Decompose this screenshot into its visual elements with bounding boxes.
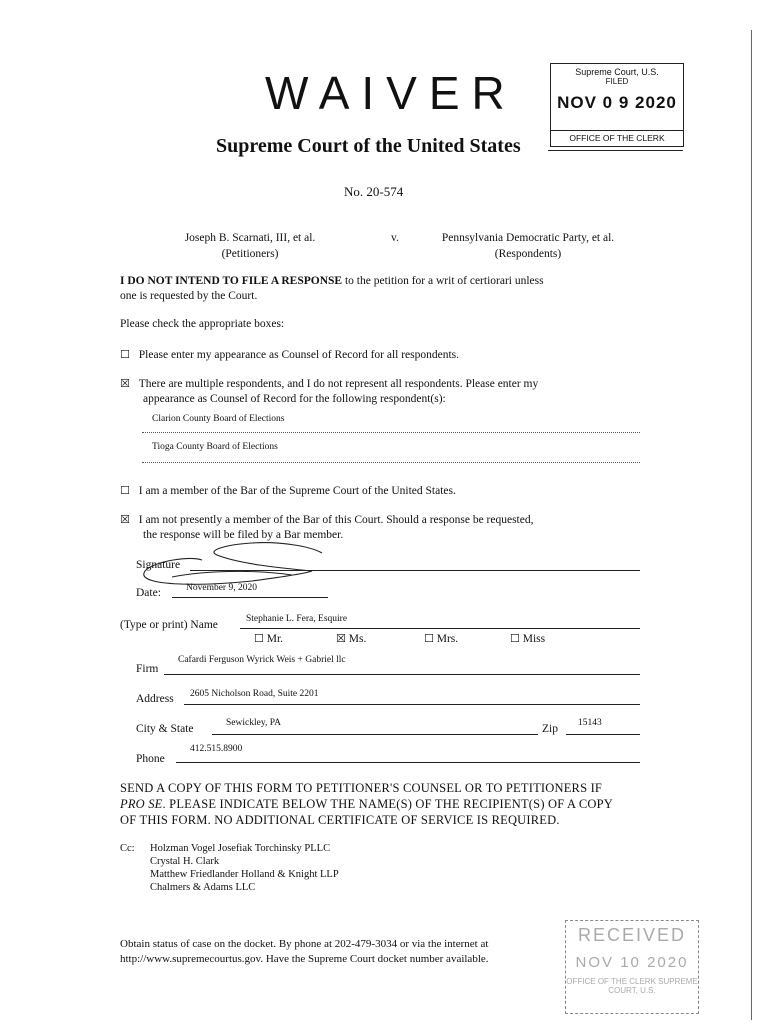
checkbox-mrs[interactable]: ☐: [424, 632, 434, 645]
filed-stamp-office: OFFICE OF THE CLERK: [551, 130, 683, 143]
phone-value: 412.515.8900: [190, 744, 243, 754]
city-label: City & State: [136, 723, 194, 735]
send-copy-line-3: OF THIS FORM. NO ADDITIONAL CERTIFICATE OF SERVICE IS REQUIRED.: [120, 813, 560, 827]
intent-rest: to the petition for a writ of certiorari unless: [344, 275, 544, 287]
intent-statement: [120, 274, 650, 304]
respondent-role: (Respondents): [494, 248, 562, 260]
filed-stamp: [550, 63, 684, 147]
received-stamp-date: NOV 10 2020: [575, 954, 689, 971]
firm-line: [164, 674, 640, 675]
intent-line2: one is requested by the Court.: [120, 290, 258, 302]
filed-stamp-date: NOV 0 9 2020: [557, 93, 677, 112]
footer-line-2: http://www.supremecourtus.gov. Have the Supreme Court docket number available.: [120, 953, 489, 965]
option-multiple-respondents: [120, 376, 660, 407]
cc-recipient: Chalmers & Adams LLC: [150, 882, 256, 893]
docket-number: No. 20-574: [344, 184, 404, 199]
cc-recipient: Matthew Friedlander Holland & Knight LLP: [150, 869, 339, 880]
title-ms-label: Ms.: [348, 633, 367, 645]
address-line: [184, 704, 640, 705]
title-mrs: [424, 631, 458, 647]
send-copy-line-1: SEND A COPY OF THIS FORM TO PETITIONER'S COUNSEL OR TO PETITIONERS IF: [120, 781, 603, 795]
zip-line: [566, 734, 640, 735]
checkbox-ms[interactable]: ☒: [336, 632, 346, 645]
option-all-respondents-text: Please enter my appearance as Counsel of Record for all respondents.: [138, 349, 460, 361]
date-label: Date:: [136, 587, 161, 599]
title-mr-label: Mr.: [266, 633, 284, 645]
city-line: [212, 734, 538, 735]
firm-value: Cafardi Ferguson Wyrick Weis + Gabriel llc: [178, 655, 346, 665]
cc-recipient: Holzman Vogel Josefiak Torchinsky PLLC: [150, 843, 331, 854]
zip-value: 15143: [578, 718, 602, 728]
title-ms: [336, 631, 366, 647]
form-title: WAIVER: [265, 67, 517, 119]
option-not-bar-member-text-1: I am not presently a member of the Bar of this Court. Should a response be requested,: [138, 514, 534, 526]
checkbox-all-respondents[interactable]: ☐: [120, 348, 130, 361]
petitioner-role: (Petitioners): [221, 248, 279, 260]
checkbox-mr[interactable]: ☐: [254, 632, 264, 645]
name-value: Stephanie L. Fera, Esquire: [246, 614, 348, 624]
date-value: November 9, 2020: [186, 583, 257, 593]
name-line: [240, 628, 640, 629]
respondent-entry-2: Tioga County Board of Elections: [152, 442, 278, 452]
send-copy-instructions: [120, 780, 660, 828]
respondent-name: Pennsylvania Democratic Party, et al.: [441, 232, 615, 244]
cc-label: Cc:: [120, 843, 135, 854]
court-underline: [548, 150, 683, 151]
phone-line: [176, 762, 640, 763]
send-copy-line-2: . PLEASE INDICATE BELOW THE NAME(S) OF THE RECIPIENT(S) OF A COPY: [162, 797, 614, 811]
signature-label: Signature: [136, 559, 181, 571]
cc-recipient: Crystal H. Clark: [150, 856, 220, 867]
cc-recipients: [150, 842, 339, 894]
received-stamp: [565, 920, 699, 1014]
checkbox-multiple-respondents[interactable]: ☒: [120, 377, 130, 390]
intent-bold: I DO NOT INTEND TO FILE A RESPONSE: [120, 275, 343, 287]
versus: v.: [391, 232, 399, 244]
date-line: [172, 597, 328, 598]
option-bar-member-text: I am a member of the Bar of the Supreme Court of the United States.: [138, 485, 456, 497]
send-copy-pro-se: PRO SE: [120, 797, 163, 811]
option-multiple-text-2: appearance as Counsel of Record for the following respondent(s):: [143, 393, 446, 405]
address-label: Address: [136, 693, 174, 705]
title-mr: [254, 631, 283, 647]
respondent-entry-1: Clarion County Board of Elections: [152, 414, 285, 424]
option-bar-member: [120, 483, 660, 499]
checkbox-bar-member[interactable]: ☐: [120, 484, 130, 497]
petitioner-name: Joseph B. Scarnati, III, et al.: [184, 232, 316, 244]
filed-stamp-court: Supreme Court, U.S.: [575, 67, 659, 77]
firm-label: Firm: [136, 663, 159, 675]
footer-line-1: Obtain status of case on the docket. By phone at 202-479-3034 or via the internet at: [120, 938, 489, 950]
phone-label: Phone: [136, 753, 165, 765]
instructions: Please check the appropriate boxes:: [120, 318, 285, 330]
respondent-line-1: [142, 432, 640, 433]
zip-label: Zip: [542, 723, 558, 735]
option-all-respondents: [120, 347, 660, 363]
name-label: (Type or print) Name: [120, 619, 218, 631]
title-mrs-label: Mrs.: [436, 633, 459, 645]
scan-edge-line: [751, 30, 752, 1020]
city-value: Sewickley, PA: [226, 718, 281, 728]
checkbox-not-bar-member[interactable]: ☒: [120, 513, 130, 526]
address-value: 2605 Nicholson Road, Suite 2201: [190, 689, 319, 699]
checkbox-miss[interactable]: ☐: [510, 632, 520, 645]
option-multiple-text-1: There are multiple respondents, and I do not represent all respondents. Please enter my: [138, 378, 539, 390]
respondent-line-2: [142, 462, 640, 463]
filed-stamp-label: FILED: [605, 77, 629, 86]
petitioner-block: [150, 230, 350, 262]
received-stamp-label: RECEIVED: [577, 925, 687, 945]
court-name: Supreme Court of the United States: [216, 135, 521, 157]
option-not-bar-member-text-2: the response will be filed by a Bar member.: [143, 529, 344, 541]
received-stamp-office: OFFICE OF THE CLERK SUPREME COURT, U.S.: [566, 977, 698, 995]
title-miss-label: Miss: [522, 633, 546, 645]
footer-note: [120, 937, 600, 967]
respondent-block: [415, 230, 641, 262]
title-miss: [510, 631, 545, 647]
